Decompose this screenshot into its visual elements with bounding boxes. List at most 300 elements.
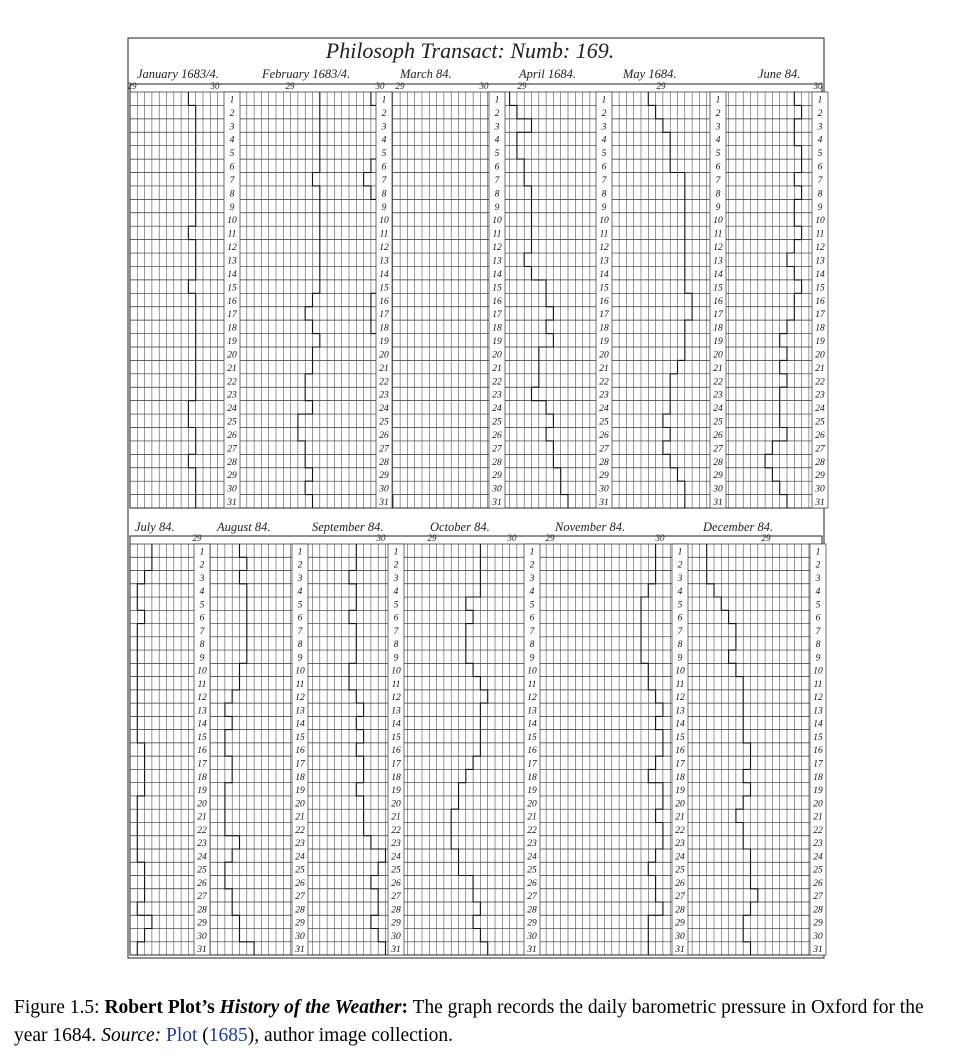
day-number: 24	[675, 852, 685, 863]
scale-label: 30	[210, 81, 220, 91]
caption-source-label: Source:	[101, 1025, 162, 1046]
day-number: 31	[713, 498, 723, 509]
month-label: December 84.	[703, 520, 774, 534]
day-number: 12	[599, 243, 609, 254]
day-number: 5	[715, 149, 721, 160]
day-number: 10	[197, 666, 207, 677]
day-number: 1	[529, 547, 535, 558]
day-number: 7	[815, 626, 821, 637]
day-number: 30	[599, 484, 609, 495]
day-number: 9	[529, 653, 535, 664]
day-number: 11	[295, 679, 305, 690]
scale-label: 29	[545, 533, 555, 543]
day-number: 3	[494, 122, 500, 133]
day-number: 1	[677, 547, 683, 558]
scale-label: 29	[427, 533, 437, 543]
day-number: 14	[391, 719, 401, 730]
day-number: 28	[379, 457, 389, 468]
day-number: 23	[675, 839, 685, 850]
day-number: 12	[379, 243, 389, 254]
day-number: 21	[527, 812, 537, 823]
day-number: 12	[815, 243, 825, 254]
day-number: 20	[599, 350, 609, 361]
day-number: 26	[295, 878, 305, 889]
day-number: 9	[715, 202, 721, 213]
day-number: 26	[813, 878, 823, 889]
month-label: April 1684.	[519, 67, 576, 81]
day-number: 11	[713, 229, 723, 240]
day-number: 21	[599, 363, 609, 374]
day-number: 13	[527, 706, 537, 717]
day-number: 21	[713, 363, 723, 374]
day-number: 4	[529, 587, 535, 598]
day-number: 11	[391, 679, 401, 690]
day-number: 22	[492, 377, 502, 388]
day-number: 1	[817, 95, 823, 106]
day-number: 28	[599, 457, 609, 468]
day-number: 17	[815, 310, 825, 321]
day-number: 6	[297, 613, 303, 624]
day-number: 27	[295, 892, 305, 903]
day-number: 27	[197, 892, 207, 903]
day-number: 7	[817, 175, 823, 186]
day-number: 1	[601, 95, 607, 106]
scale-label: 30	[479, 81, 489, 91]
day-number: 9	[393, 653, 399, 664]
caption-source-year-link[interactable]: 1685	[208, 1025, 248, 1046]
day-number: 10	[527, 666, 537, 677]
scale-label: 30	[507, 533, 517, 543]
caption-title-italic: History of the Weather	[219, 997, 402, 1018]
day-number: 27	[815, 444, 825, 455]
day-number: 1	[393, 547, 399, 558]
day-number: 1	[229, 95, 235, 106]
day-number: 18	[379, 323, 389, 334]
day-number: 5	[677, 600, 683, 611]
day-number: 10	[492, 216, 502, 227]
day-number: 22	[197, 825, 207, 836]
day-number: 12	[391, 693, 401, 704]
day-number: 10	[227, 216, 237, 227]
day-number: 14	[295, 719, 305, 730]
day-number: 30	[379, 484, 389, 495]
day-number: 5	[815, 600, 821, 611]
day-number: 13	[391, 706, 401, 717]
day-number: 3	[677, 573, 683, 584]
day-number: 6	[677, 613, 683, 624]
day-number: 17	[599, 310, 609, 321]
day-number: 4	[297, 587, 303, 598]
day-number: 11	[675, 679, 685, 690]
day-number: 3	[817, 122, 823, 133]
day-number: 30	[295, 931, 305, 942]
day-number: 28	[295, 905, 305, 916]
day-number: 23	[713, 390, 723, 401]
month-label: March 84.	[400, 67, 452, 81]
day-number: 26	[713, 430, 723, 441]
day-number: 28	[492, 457, 502, 468]
day-number: 24	[527, 852, 537, 863]
day-number: 20	[527, 799, 537, 810]
figure-caption: Figure 1.5: Robert Plot’s History of the Weather: The graph records the daily barometric pressure in Oxford for the year 1684. Source: Plot (1685), author image collection.	[14, 997, 924, 1046]
scale-label: 29	[285, 81, 295, 91]
day-number: 3	[529, 573, 535, 584]
day-number: 6	[381, 162, 387, 173]
day-number: 8	[817, 189, 823, 200]
day-number: 9	[817, 202, 823, 213]
day-number: 23	[815, 390, 825, 401]
day-number: 20	[815, 350, 825, 361]
day-number: 15	[527, 732, 537, 743]
day-number: 30	[492, 484, 502, 495]
day-number: 2	[381, 108, 387, 119]
day-number: 14	[815, 269, 825, 280]
day-number: 8	[715, 189, 721, 200]
day-number: 4	[601, 135, 607, 146]
day-number: 26	[227, 430, 237, 441]
day-number: 31	[815, 498, 825, 509]
month-label: August 84.	[217, 520, 271, 534]
day-number: 25	[713, 417, 723, 428]
day-number: 10	[813, 666, 823, 677]
day-number: 14	[227, 269, 237, 280]
day-number: 23	[813, 839, 823, 850]
day-number: 31	[227, 498, 237, 509]
day-number: 19	[391, 786, 401, 797]
day-number: 17	[527, 759, 537, 770]
day-number: 7	[529, 626, 535, 637]
day-number: 20	[379, 350, 389, 361]
day-number: 24	[815, 404, 825, 415]
day-number: 30	[227, 484, 237, 495]
day-number: 15	[295, 732, 305, 743]
day-number: 15	[197, 732, 207, 743]
day-number: 2	[494, 108, 500, 119]
day-number: 28	[675, 905, 685, 916]
day-number: 25	[813, 865, 823, 876]
day-number: 23	[599, 390, 609, 401]
day-number: 27	[813, 892, 823, 903]
day-number: 10	[379, 216, 389, 227]
day-number: 22	[227, 377, 237, 388]
day-number: 7	[393, 626, 399, 637]
day-number: 17	[713, 310, 723, 321]
day-number: 2	[393, 560, 399, 571]
caption-source-link[interactable]: Plot	[165, 1025, 198, 1046]
day-number: 15	[599, 283, 609, 294]
day-number: 16	[527, 746, 537, 757]
month-label: May 1684.	[623, 67, 677, 81]
day-number: 7	[229, 175, 235, 186]
day-number: 17	[813, 759, 823, 770]
day-number: 20	[295, 799, 305, 810]
day-number: 12	[713, 243, 723, 254]
day-number: 15	[675, 732, 685, 743]
day-number: 26	[391, 878, 401, 889]
day-number: 4	[677, 587, 683, 598]
day-number: 21	[813, 812, 823, 823]
day-number: 6	[601, 162, 607, 173]
day-number: 27	[599, 444, 609, 455]
day-number: 1	[199, 547, 205, 558]
day-number: 3	[715, 122, 721, 133]
day-number: 10	[599, 216, 609, 227]
day-number: 26	[815, 430, 825, 441]
month-label: January 1683/4.	[137, 67, 219, 81]
day-number: 13	[295, 706, 305, 717]
day-number: 3	[393, 573, 399, 584]
day-number: 26	[527, 878, 537, 889]
day-number: 18	[295, 772, 305, 783]
day-number: 29	[227, 471, 237, 482]
day-number: 7	[677, 626, 683, 637]
scale-label: 30	[655, 533, 665, 543]
day-number: 22	[599, 377, 609, 388]
day-number: 10	[295, 666, 305, 677]
day-number: 13	[227, 256, 237, 267]
day-number: 14	[713, 269, 723, 280]
day-number: 4	[817, 135, 823, 146]
day-number: 27	[492, 444, 502, 455]
day-number: 27	[391, 892, 401, 903]
day-number: 19	[675, 786, 685, 797]
day-number: 18	[599, 323, 609, 334]
month-label: February 1683/4.	[262, 67, 351, 81]
day-number: 17	[492, 310, 502, 321]
day-number: 1	[715, 95, 721, 106]
day-number: 5	[817, 149, 823, 160]
scale-label: 29	[517, 81, 527, 91]
day-number: 25	[527, 865, 537, 876]
month-label: November 84.	[555, 520, 626, 534]
scale-label: 30	[813, 81, 823, 91]
day-number: 25	[492, 417, 502, 428]
day-number: 10	[815, 216, 825, 227]
day-number: 5	[529, 600, 535, 611]
day-number: 9	[494, 202, 500, 213]
day-number: 21	[295, 812, 305, 823]
day-number: 23	[527, 839, 537, 850]
day-number: 19	[379, 337, 389, 348]
day-number: 30	[675, 931, 685, 942]
day-number: 10	[391, 666, 401, 677]
day-number: 8	[297, 640, 303, 651]
day-number: 7	[297, 626, 303, 637]
day-number: 24	[379, 404, 389, 415]
day-number: 14	[492, 269, 502, 280]
day-number: 12	[675, 693, 685, 704]
day-number: 30	[713, 484, 723, 495]
day-number: 20	[197, 799, 207, 810]
day-number: 11	[492, 229, 502, 240]
day-number: 9	[199, 653, 205, 664]
day-number: 21	[675, 812, 685, 823]
day-number: 25	[227, 417, 237, 428]
day-number: 4	[715, 135, 721, 146]
day-number: 12	[197, 693, 207, 704]
day-number: 12	[527, 693, 537, 704]
day-number: 5	[297, 600, 303, 611]
day-number: 20	[492, 350, 502, 361]
day-number: 22	[379, 377, 389, 388]
day-number: 14	[527, 719, 537, 730]
day-number: 2	[529, 560, 535, 571]
day-number: 16	[813, 746, 823, 757]
day-number: 23	[379, 390, 389, 401]
day-number: 26	[599, 430, 609, 441]
day-number: 15	[713, 283, 723, 294]
day-number: 4	[815, 587, 821, 598]
scale-label: 30	[375, 81, 385, 91]
day-number: 22	[295, 825, 305, 836]
day-number: 20	[391, 799, 401, 810]
day-number: 8	[393, 640, 399, 651]
day-number: 5	[381, 149, 387, 160]
day-number: 18	[391, 772, 401, 783]
day-number: 2	[677, 560, 683, 571]
day-number: 6	[393, 613, 399, 624]
day-number: 26	[197, 878, 207, 889]
day-number: 6	[715, 162, 721, 173]
day-number: 15	[815, 283, 825, 294]
scale-label: 29	[192, 533, 202, 543]
day-number: 23	[492, 390, 502, 401]
day-number: 11	[197, 679, 207, 690]
day-number: 25	[815, 417, 825, 428]
day-number: 8	[199, 640, 205, 651]
day-number: 2	[815, 560, 821, 571]
day-number: 18	[675, 772, 685, 783]
day-number: 2	[817, 108, 823, 119]
day-number: 3	[601, 122, 607, 133]
day-number: 9	[381, 202, 387, 213]
day-number: 14	[599, 269, 609, 280]
day-number: 20	[227, 350, 237, 361]
day-number: 29	[391, 918, 401, 929]
day-number: 8	[529, 640, 535, 651]
day-number: 8	[381, 189, 387, 200]
day-number: 22	[391, 825, 401, 836]
day-number: 2	[715, 108, 721, 119]
day-number: 27	[527, 892, 537, 903]
day-number: 2	[297, 560, 303, 571]
day-number: 23	[295, 839, 305, 850]
day-number: 5	[494, 149, 500, 160]
day-number: 25	[295, 865, 305, 876]
day-number: 28	[813, 905, 823, 916]
day-number: 23	[197, 839, 207, 850]
day-number: 31	[492, 498, 502, 509]
day-number: 31	[295, 945, 305, 956]
month-label: July 84.	[135, 520, 175, 534]
day-number: 24	[813, 852, 823, 863]
day-number: 8	[815, 640, 821, 651]
day-number: 18	[815, 323, 825, 334]
day-number: 19	[599, 337, 609, 348]
day-number: 31	[813, 945, 823, 956]
day-number: 25	[675, 865, 685, 876]
day-number: 16	[492, 296, 502, 307]
day-number: 19	[197, 786, 207, 797]
day-number: 30	[391, 931, 401, 942]
day-number: 19	[527, 786, 537, 797]
day-number: 11	[379, 229, 389, 240]
day-number: 16	[713, 296, 723, 307]
day-number: 16	[197, 746, 207, 757]
day-number: 31	[391, 945, 401, 956]
day-number: 26	[492, 430, 502, 441]
day-number: 29	[599, 471, 609, 482]
day-number: 17	[379, 310, 389, 321]
day-number: 5	[229, 149, 235, 160]
day-number: 5	[393, 600, 399, 611]
day-number: 24	[227, 404, 237, 415]
day-number: 28	[815, 457, 825, 468]
day-number: 31	[599, 498, 609, 509]
caption-title-colon: :	[401, 997, 408, 1018]
day-number: 13	[197, 706, 207, 717]
day-number: 21	[391, 812, 401, 823]
day-number: 19	[713, 337, 723, 348]
day-number: 30	[813, 931, 823, 942]
day-number: 10	[713, 216, 723, 227]
day-number: 7	[494, 175, 500, 186]
day-number: 31	[527, 945, 537, 956]
month-label: September 84.	[312, 520, 384, 534]
day-number: 10	[675, 666, 685, 677]
day-number: 21	[379, 363, 389, 374]
day-number: 15	[227, 283, 237, 294]
day-number: 23	[227, 390, 237, 401]
day-number: 3	[199, 573, 205, 584]
day-number: 22	[815, 377, 825, 388]
day-number: 13	[492, 256, 502, 267]
day-number: 19	[295, 786, 305, 797]
day-number: 7	[601, 175, 607, 186]
day-number: 29	[379, 471, 389, 482]
day-number: 9	[601, 202, 607, 213]
day-number: 7	[381, 175, 387, 186]
day-number: 28	[197, 905, 207, 916]
day-number: 22	[675, 825, 685, 836]
day-number: 7	[199, 626, 205, 637]
day-number: 8	[677, 640, 683, 651]
day-number: 13	[713, 256, 723, 267]
day-number: 9	[229, 202, 235, 213]
day-number: 11	[815, 229, 825, 240]
day-number: 22	[713, 377, 723, 388]
month-label: October 84.	[430, 520, 490, 534]
day-number: 2	[199, 560, 205, 571]
day-number: 2	[229, 108, 235, 119]
day-number: 23	[391, 839, 401, 850]
day-number: 28	[227, 457, 237, 468]
day-number: 11	[813, 679, 823, 690]
day-number: 1	[815, 547, 821, 558]
day-number: 11	[599, 229, 609, 240]
day-number: 14	[813, 719, 823, 730]
day-number: 14	[379, 269, 389, 280]
day-number: 31	[379, 498, 389, 509]
plate-header: Philosoph Transact: Numb: 169.	[325, 38, 615, 63]
day-number: 28	[713, 457, 723, 468]
day-number: 13	[379, 256, 389, 267]
day-number: 27	[713, 444, 723, 455]
day-number: 3	[381, 122, 387, 133]
day-number: 20	[813, 799, 823, 810]
day-number: 13	[675, 706, 685, 717]
day-number: 3	[229, 122, 235, 133]
